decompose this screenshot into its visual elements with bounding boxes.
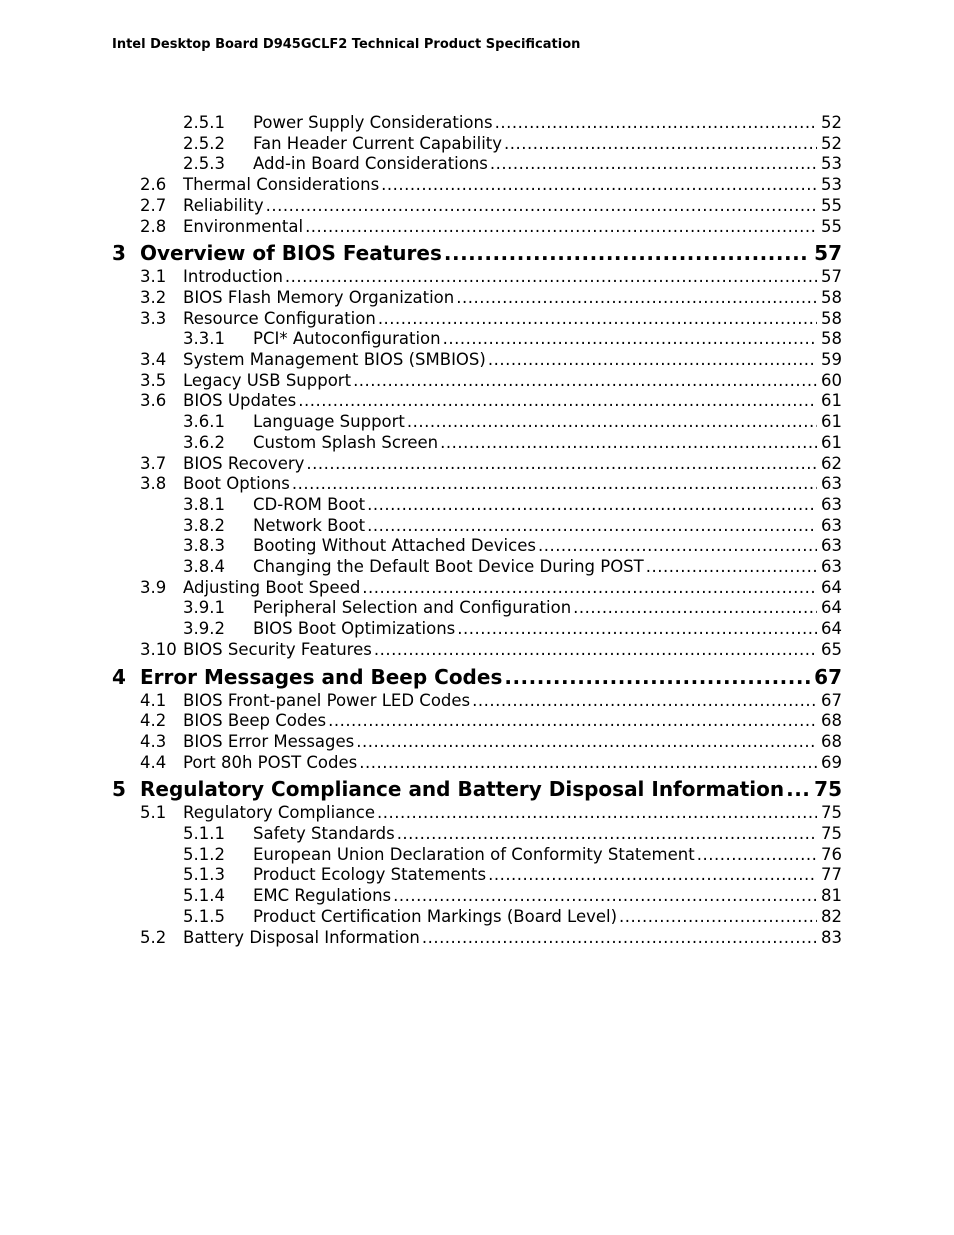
toc-leader-dots [328, 711, 817, 731]
toc-leader-dots [422, 928, 817, 948]
toc-entry-number: 3.6 [140, 391, 167, 411]
toc-leader-dots [619, 907, 817, 927]
toc-entry-title: Thermal Considerations [183, 175, 380, 195]
toc-leader-dots [393, 886, 817, 906]
toc-leader-dots [504, 665, 810, 689]
toc-leader-dots [374, 640, 817, 660]
toc-entry-title: Custom Splash Screen [253, 432, 439, 452]
toc-entry[interactable] [140, 927, 842, 948]
toc-entry-page: 64 [821, 577, 842, 597]
toc-entry[interactable] [140, 577, 842, 598]
toc-entry-page: 82 [821, 906, 842, 926]
toc-entry[interactable] [183, 133, 842, 154]
toc-entry-number: 4.3 [140, 731, 167, 751]
toc-leader-dots [353, 371, 817, 391]
toc-leader-dots [377, 803, 817, 823]
toc-leader-dots [305, 217, 817, 237]
toc-entry-page: 59 [821, 350, 842, 369]
toc-entry-title: Changing the Default Boot Device During POST [253, 557, 644, 576]
toc-leader-dots [367, 495, 817, 515]
toc-leader-dots [457, 619, 817, 639]
toc-entry-title: BIOS Front-panel Power LED Codes [183, 690, 471, 710]
toc-entry-title: Environmental [183, 216, 304, 236]
toc-entry-page: 63 [821, 474, 842, 494]
toc-leader-dots [407, 412, 817, 432]
toc-leader-dots [538, 536, 817, 556]
toc-entry-title: Battery Disposal Information [183, 927, 420, 947]
toc-leader-dots [359, 753, 817, 773]
toc-entry-page: 63 [821, 515, 842, 535]
toc-entry-number: 2.5.2 [183, 133, 225, 153]
toc-entry-page: 64 [821, 598, 842, 618]
toc-entry-page: 81 [821, 886, 842, 906]
toc-entry-number: 5.1.1 [183, 824, 225, 843]
toc-entry-number: 5.1 [140, 803, 167, 823]
toc-entry[interactable] [140, 195, 842, 216]
toc-leader-dots [266, 196, 817, 216]
toc-entry[interactable] [183, 494, 842, 515]
toc-entry[interactable] [140, 391, 842, 411]
toc-entry[interactable] [183, 432, 842, 453]
toc-entry-title: Network Boot [253, 515, 366, 535]
toc-entry[interactable] [183, 906, 842, 927]
toc-entry-page: 62 [821, 453, 842, 473]
toc-entry[interactable] [183, 329, 842, 349]
toc-entry-title: Regulatory Compliance [183, 803, 375, 823]
toc-entry[interactable] [183, 412, 842, 432]
toc-entry-title: BIOS Boot Optimizations [253, 619, 456, 639]
toc-entry-title: EMC Regulations [253, 886, 392, 906]
toc-entry-title: Resource Configuration [183, 308, 376, 328]
toc-entry-title: BIOS Error Messages [183, 731, 355, 751]
toc-entry-page: 67 [821, 690, 842, 710]
toc-entry-title: Safety Standards [253, 824, 395, 843]
toc-entry-number: 3.8.2 [183, 515, 225, 535]
toc-entry[interactable] [140, 175, 842, 195]
toc-entry[interactable] [140, 690, 842, 711]
toc-entry-title: Power Supply Considerations [253, 113, 493, 132]
toc-entry-number: 3.6.1 [183, 412, 225, 432]
toc-entry-number: 3.3.1 [183, 329, 225, 349]
toc-leader-dots [397, 824, 817, 844]
toc-entry-number: 3.10 [140, 639, 177, 659]
toc-entry[interactable] [183, 598, 842, 618]
toc-entry[interactable] [140, 731, 842, 752]
toc-entry[interactable] [140, 639, 842, 660]
toc-entry-title: Product Certification Markings (Board Level) [253, 906, 618, 926]
toc-entry-number: 4.2 [140, 711, 167, 731]
toc-leader-dots [646, 557, 817, 577]
toc-leader-dots [367, 516, 817, 536]
toc-leader-dots [378, 309, 817, 329]
toc-entry-title: BIOS Flash Memory Organization [183, 287, 455, 307]
toc-entry-title: Legacy USB Support [183, 370, 352, 390]
toc-entry-title: System Management BIOS (SMBIOS) [183, 350, 486, 369]
toc-entry-page: 55 [821, 195, 842, 215]
toc-leader-dots [285, 267, 817, 287]
toc-entry-title: European Union Declaration of Conformity Statement [253, 844, 695, 864]
toc-entry-page: 65 [821, 639, 842, 659]
toc-entry[interactable] [183, 619, 842, 639]
toc-entry-number: 3.6.2 [183, 432, 225, 452]
toc-entry-page: 63 [821, 536, 842, 556]
toc-entry[interactable] [183, 557, 842, 577]
toc-entry[interactable] [140, 474, 842, 494]
toc-entry-number: 2.5.3 [183, 154, 225, 174]
toc-chapter-entry[interactable] [112, 664, 842, 689]
toc-entry-number: 2.7 [140, 195, 167, 215]
toc-entry-number: 3.1 [140, 267, 167, 287]
toc-entry-page: 63 [821, 557, 842, 576]
toc-entry-page: 63 [821, 494, 842, 514]
toc-entry-title: Add-in Board Considerations [253, 154, 488, 174]
toc-entry-number: 3.9.1 [183, 598, 225, 618]
toc-leader-dots [444, 241, 810, 265]
toc-entry-title: Introduction [183, 267, 283, 287]
toc-entry-page: 64 [821, 619, 842, 639]
toc-entry-number: 3.2 [140, 287, 167, 307]
toc-leader-dots [306, 454, 817, 474]
page-header: Intel Desktop Board D945GCLF2 Technical Product Specification [112, 37, 581, 52]
toc-entry-title: PCI* Autoconfiguration [253, 329, 441, 349]
toc-entry-page: 53 [821, 175, 842, 195]
toc-entry-number: 3.8.4 [183, 557, 225, 576]
toc-entry-number: 2.5.1 [183, 113, 225, 132]
toc-entry[interactable] [183, 865, 842, 885]
toc-entry-number: 5.2 [140, 927, 167, 947]
toc-entry-number: 3.9.2 [183, 619, 225, 639]
toc-leader-dots [440, 433, 817, 453]
toc-entry-page: 53 [821, 154, 842, 174]
toc-entry[interactable] [140, 803, 842, 823]
toc-entry-page: 55 [821, 216, 842, 236]
toc-entry[interactable] [140, 267, 842, 287]
toc-entry-title: Booting Without Attached Devices [253, 536, 536, 556]
toc-entry-title: BIOS Recovery [183, 453, 305, 473]
toc-entry-page: 75 [821, 824, 842, 843]
toc-entry-number: 2.6 [140, 175, 167, 195]
toc-entry-page: 61 [821, 412, 842, 432]
toc-entry-title: CD-ROM Boot [253, 494, 366, 514]
toc-entry-title: Language Support [253, 412, 405, 432]
toc-entry-title: Regulatory Compliance and Battery Disposal Information [140, 777, 785, 802]
toc-entry-number: 5 [112, 777, 126, 802]
toc-leader-dots [381, 175, 817, 195]
toc-entry-page: 68 [821, 711, 842, 731]
toc-leader-dots [488, 865, 817, 885]
toc-entry-page: 58 [821, 287, 842, 307]
toc-entry-number: 4 [112, 664, 126, 689]
toc-entry[interactable] [140, 287, 842, 308]
toc-leader-dots [443, 329, 817, 349]
toc-entry-page: 76 [821, 844, 842, 864]
toc-entry[interactable] [140, 216, 842, 237]
toc-entry-page: 58 [821, 329, 842, 349]
toc-leader-dots [472, 691, 817, 711]
toc-entry-page: 67 [814, 664, 842, 689]
toc-entry-number: 5.1.5 [183, 906, 225, 926]
toc-entry-number: 5.1.3 [183, 865, 225, 885]
toc-entry[interactable] [140, 711, 842, 731]
toc-entry[interactable] [183, 515, 842, 536]
toc-entry[interactable] [140, 370, 842, 391]
toc-entry-page: 75 [814, 777, 842, 802]
toc-entry-page: 68 [821, 731, 842, 751]
toc-leader-dots [573, 598, 817, 618]
toc-entry-number: 4.4 [140, 752, 167, 772]
toc-leader-dots [504, 134, 817, 154]
toc-entry[interactable] [183, 844, 842, 865]
toc-entry-page: 69 [821, 752, 842, 772]
toc-entry-title: Peripheral Selection and Configuration [253, 598, 572, 618]
toc-entry-page: 61 [821, 391, 842, 411]
toc-entry-number: 3.9 [140, 577, 167, 597]
toc-entry-title: Adjusting Boot Speed [183, 577, 361, 597]
toc-entry[interactable] [183, 536, 842, 556]
toc-entry-number: 3.8.1 [183, 494, 225, 514]
toc-leader-dots [488, 350, 817, 370]
toc-entry-page: 61 [821, 432, 842, 452]
toc-entry-title: Port 80h POST Codes [183, 752, 358, 772]
toc-entry-page: 58 [821, 308, 842, 328]
toc-entry-page: 57 [814, 241, 842, 266]
toc-entry-number: 3.4 [140, 350, 167, 369]
toc-chapter-entry[interactable] [112, 777, 842, 802]
toc-entry-title: Overview of BIOS Features [140, 241, 442, 266]
toc-entry-number: 3.7 [140, 453, 167, 473]
toc-entry-page: 57 [821, 267, 842, 287]
toc-entry-title: Fan Header Current Capability [253, 133, 503, 153]
toc-leader-dots [495, 113, 817, 133]
toc-entry-number: 3.8.3 [183, 536, 225, 556]
toc-entry-number: 3.5 [140, 370, 167, 390]
toc-entry-title: Boot Options [183, 474, 290, 494]
toc-entry-number: 4.1 [140, 690, 167, 710]
toc-entry[interactable] [140, 308, 842, 329]
toc-entry-number: 2.8 [140, 216, 167, 236]
toc-entry-number: 3.3 [140, 308, 167, 328]
toc-entry-title: BIOS Security Features [183, 639, 372, 659]
toc-entry-number: 5.1.4 [183, 886, 225, 906]
toc-entry[interactable] [140, 350, 842, 370]
toc-entry[interactable] [183, 113, 842, 133]
toc-leader-dots [456, 288, 817, 308]
toc-entry-page: 83 [821, 927, 842, 947]
toc-entry-page: 52 [821, 133, 842, 153]
toc-entry-number: 5.1.2 [183, 844, 225, 864]
toc-leader-dots [490, 154, 817, 174]
toc-entry-title: BIOS Beep Codes [183, 711, 327, 731]
toc-entry-title: Error Messages and Beep Codes [140, 664, 503, 689]
toc-leader-dots [697, 845, 817, 865]
toc-entry[interactable] [140, 752, 842, 773]
toc-leader-dots [362, 578, 817, 598]
toc-entry-title: Reliability [183, 195, 264, 215]
toc-entry-page: 52 [821, 113, 842, 132]
toc-entry-page: 77 [821, 865, 842, 885]
toc-entry[interactable] [140, 453, 842, 474]
toc-entry-number: 3.8 [140, 474, 167, 494]
toc-entry-page: 60 [821, 370, 842, 390]
toc-chapter-entry[interactable] [112, 241, 842, 266]
toc-leader-dots [356, 732, 817, 752]
toc-entry-page: 75 [821, 803, 842, 823]
toc-entry-title: Product Ecology Statements [253, 865, 487, 885]
toc-entry[interactable] [183, 886, 842, 906]
toc-entry-number: 3 [112, 241, 126, 266]
toc-entry-title: BIOS Updates [183, 391, 297, 411]
toc-leader-dots [786, 777, 810, 801]
toc-leader-dots [292, 474, 817, 494]
toc-entry[interactable] [183, 154, 842, 174]
toc-entry[interactable] [183, 824, 842, 844]
toc-leader-dots [298, 391, 817, 411]
